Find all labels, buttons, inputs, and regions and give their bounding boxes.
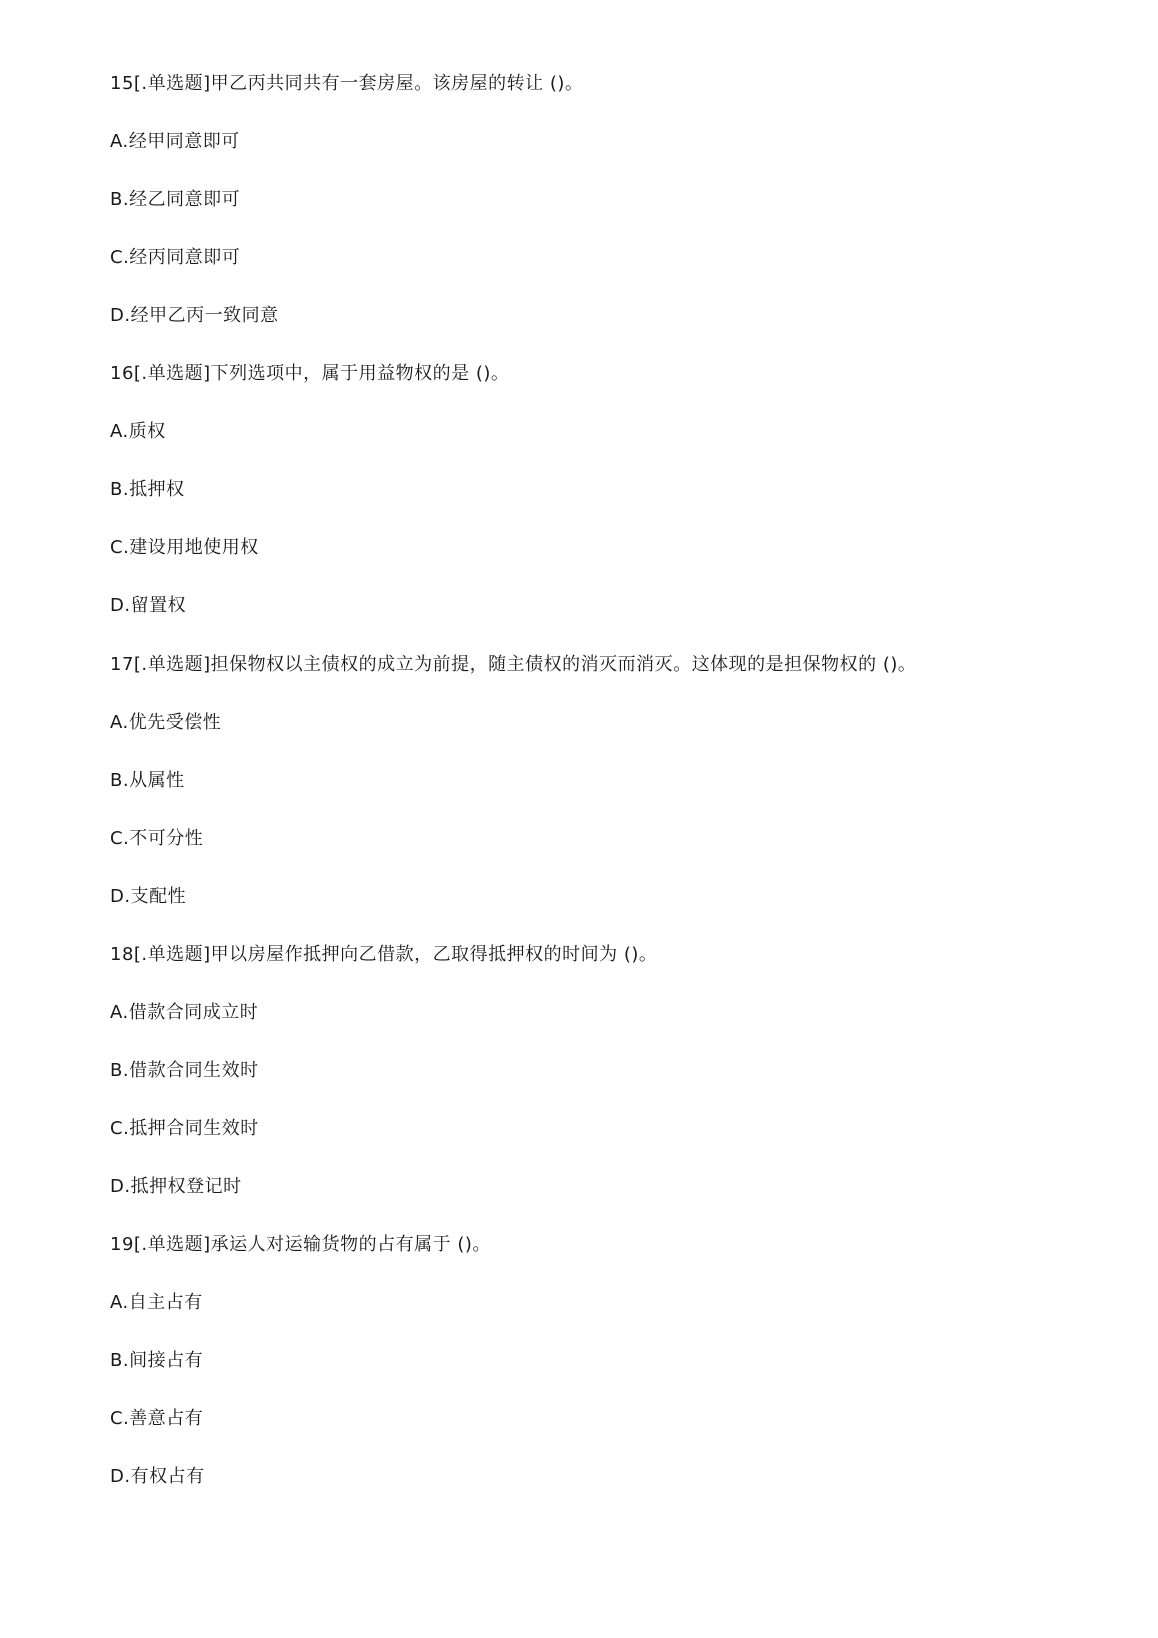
question-16-option-c: C.建设用地使用权 — [110, 537, 259, 558]
question-17-option-d: D.支配性 — [110, 886, 187, 907]
question-19-stem: 19[.单选题]承运人对运输货物的占有属于 ()。 — [110, 1234, 491, 1255]
question-15-option-b: B.经乙同意即可 — [110, 189, 241, 210]
question-15-option-d: D.经甲乙丙一致同意 — [110, 305, 279, 326]
question-19-option-c: C.善意占有 — [110, 1408, 204, 1429]
question-16-option-b: B.抵押权 — [110, 479, 185, 500]
question-18-option-c: C.抵押合同生效时 — [110, 1118, 259, 1139]
question-18-option-a: A.借款合同成立时 — [110, 1002, 259, 1023]
question-19-option-d: D.有权占有 — [110, 1466, 205, 1487]
question-15-option-a: A.经甲同意即可 — [110, 131, 240, 152]
question-17-stem: 17[.单选题]担保物权以主债权的成立为前提，随主债权的消灭而消灭。这体现的是担保物权的 ()。 — [110, 654, 917, 675]
question-18-stem: 18[.单选题]甲以房屋作抵押向乙借款，乙取得抵押权的时间为 ()。 — [110, 944, 658, 965]
question-15-stem: 15[.单选题]甲乙丙共同共有一套房屋。该房屋的转让 ()。 — [110, 73, 584, 94]
question-17-option-c: C.不可分性 — [110, 828, 204, 849]
question-16-option-a: A.质权 — [110, 421, 166, 442]
question-17-option-b: B.从属性 — [110, 770, 185, 791]
question-18-option-b: B.借款合同生效时 — [110, 1060, 259, 1081]
question-19-option-a: A.自主占有 — [110, 1292, 203, 1313]
question-18-option-d: D.抵押权登记时 — [110, 1176, 242, 1197]
question-17-option-a: A.优先受偿性 — [110, 712, 222, 733]
question-19-option-b: B.间接占有 — [110, 1350, 204, 1371]
question-15-option-c: C.经丙同意即可 — [110, 247, 241, 268]
question-16-stem: 16[.单选题]下列选项中，属于用益物权的是 ()。 — [110, 363, 510, 384]
question-16-option-d: D.留置权 — [110, 595, 187, 616]
